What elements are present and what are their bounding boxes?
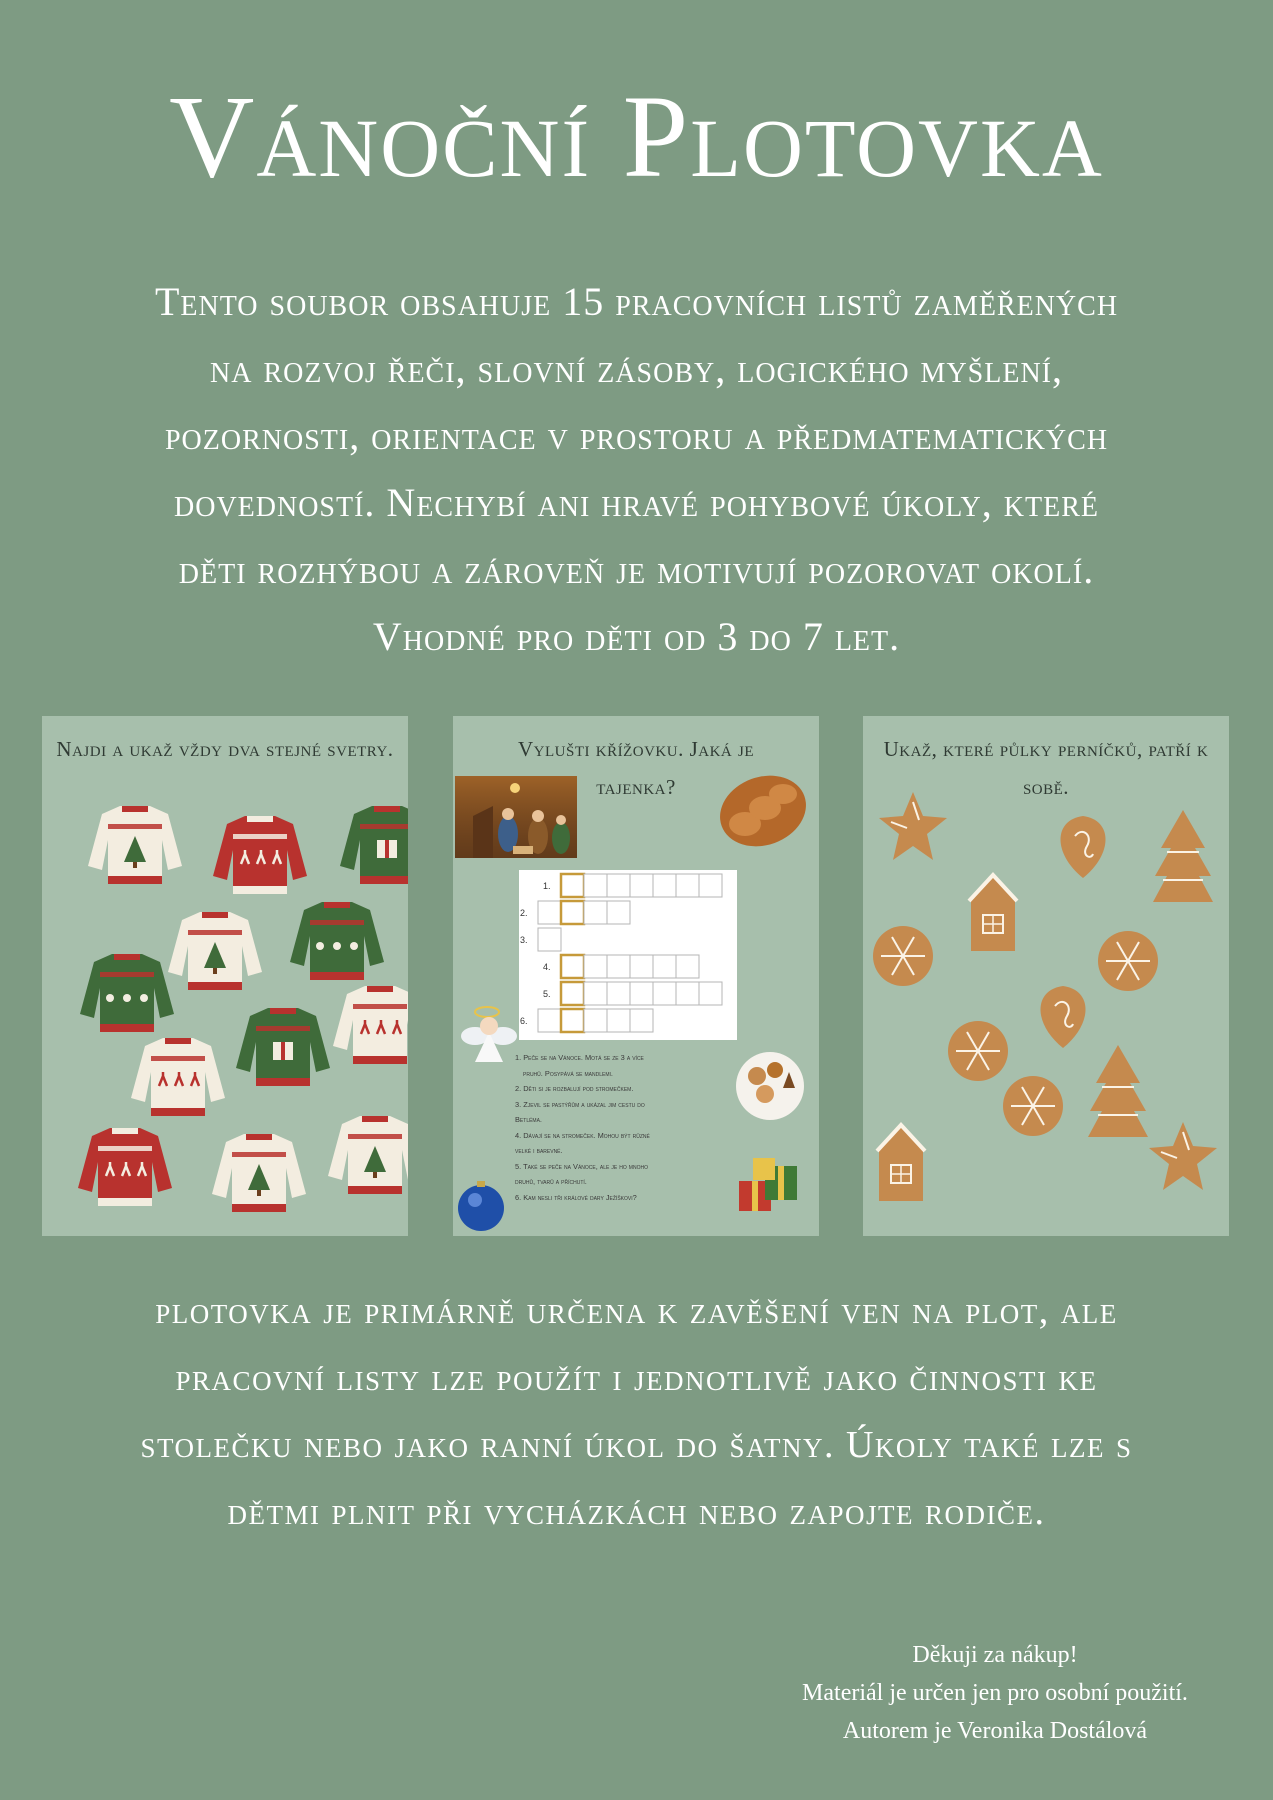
- intro-line: Vhodné pro děti od 3 do 7 let.: [372, 614, 901, 659]
- intro-line: na rozvoj řeči, slovní zásoby, logického myšlení,: [210, 346, 1063, 391]
- sweater-icon: [328, 1116, 408, 1194]
- crossword-cell: [699, 874, 722, 897]
- crossword-cell: [607, 874, 630, 897]
- thanks-text: Děkuji za nákup!: [912, 1642, 1078, 1668]
- crossword-cell: [607, 1009, 630, 1032]
- sweater-illustrations: [42, 716, 408, 1236]
- crossword-row-number: 4.: [543, 962, 551, 972]
- gingerbread-tree-icon: [1153, 810, 1213, 902]
- crossword-cell: [584, 1009, 607, 1032]
- crossword-cell: [630, 982, 653, 1005]
- clue-line: 6. Kam nesli tři králové dary Ježíškovi?: [515, 1192, 637, 1202]
- gingerbread-flake-icon: [873, 926, 933, 986]
- usage-line: pracovní listy lze použít i jednotlivě jako činnosti ke: [175, 1357, 1098, 1399]
- crossword-cell: [538, 928, 561, 951]
- clue-line: 2. Děti si je rozbalují pod stromečkem.: [515, 1084, 634, 1093]
- crossword-cell: [699, 982, 722, 1005]
- clue-line: 5. Také se peče na Vánoce, ale je ho mnoho: [515, 1161, 648, 1171]
- crossword-row-number: 3.: [520, 935, 528, 945]
- crossword-cell: [561, 901, 584, 924]
- footer-note: [740, 1636, 1250, 1750]
- crossword-cell: [676, 982, 699, 1005]
- crossword-cell: [676, 874, 699, 897]
- crossword-row-number: 2.: [520, 908, 528, 918]
- author-text: Autorem je Veronika Dostálová: [842, 1718, 1148, 1744]
- crossword-cell: [561, 955, 584, 978]
- intro-line: pozornosti, orientace v prostoru a předmatematických: [164, 413, 1109, 458]
- usage-note: Materiál je určen jen pro osobní použití.: [802, 1680, 1188, 1706]
- clue-line: druhů, tvarů a příchutí.: [515, 1177, 587, 1186]
- crossword-cell: [561, 982, 584, 1005]
- gingerbread-heart-icon: [1041, 986, 1086, 1048]
- worksheet-title: Vylušti křížovku. Jaká je tajenka?: [518, 737, 754, 799]
- crossword-cell: [584, 874, 607, 897]
- gingerbread-tree-icon: [1088, 1045, 1148, 1137]
- clue-line: 3. Zjevil se pastýřům a ukázal jim cestu do: [515, 1099, 645, 1109]
- crossword-row-number: 5.: [543, 989, 551, 999]
- crossword-cell: [584, 901, 607, 924]
- clue-line: Betléma.: [515, 1115, 542, 1124]
- worksheet-preview-gingerbread: [863, 716, 1229, 1236]
- intro-line: děti rozhýbou a zároveň je motivují pozorovat okolí.: [178, 547, 1095, 592]
- sweater-icon: [290, 902, 384, 980]
- sweater-icon: [213, 816, 307, 894]
- clue-line: velké i barevné.: [515, 1146, 563, 1155]
- cookie-plate-icon: [736, 1052, 804, 1120]
- intro-text: [60, 268, 1213, 670]
- crossword-cell: [676, 955, 699, 978]
- crossword-cell: [607, 982, 630, 1005]
- clue-line: pruhů. Posypává se mandlemi.: [523, 1068, 613, 1078]
- gingerbread-house-icon: [877, 1125, 925, 1201]
- gingerbread-flake-icon: [1098, 931, 1158, 991]
- gingerbread-flake-icon: [1003, 1076, 1063, 1136]
- gift-icon: [739, 1158, 797, 1211]
- crossword-cell: [561, 1009, 584, 1032]
- sweater-icon: [88, 806, 182, 884]
- worksheet-title: Ukaž, které půlky perníčků, patří k sobě.: [883, 737, 1209, 799]
- angel-icon: [461, 1007, 517, 1062]
- sweater-icon: [236, 1008, 330, 1086]
- sweater-icon: [80, 954, 174, 1032]
- sweater-icon: [333, 986, 408, 1064]
- usage-line: dětmi plnit při vycházkách nebo zapojte rodiče.: [227, 1491, 1046, 1533]
- crossword-row-number: 1.: [543, 881, 551, 891]
- crossword-cell: [607, 901, 630, 924]
- gingerbread-star-icon: [1149, 1122, 1217, 1190]
- crossword-cell: [653, 955, 676, 978]
- sweater-icon: [78, 1128, 172, 1206]
- usage-text: [40, 1278, 1233, 1546]
- usage-line: plotovka je primárně určena k zavěšení ven na plot, ale: [155, 1290, 1118, 1332]
- gingerbread-star-icon: [879, 792, 947, 860]
- crossword-cell: [630, 874, 653, 897]
- gingerbread-illustrations: [863, 716, 1229, 1236]
- usage-line: stolečku nebo jako ranní úkol do šatny. Úkoly také lze s: [140, 1424, 1133, 1466]
- crossword-cell: [653, 874, 676, 897]
- gingerbread-heart-icon: [1061, 816, 1106, 878]
- crossword-cell: [607, 955, 630, 978]
- crossword-cell: [630, 1009, 653, 1032]
- intro-line: Tento soubor obsahuje 15 pracovních listů zaměřených: [154, 279, 1119, 324]
- worksheet-preview-crossword: [453, 716, 819, 1236]
- worksheet-preview-sweaters: [42, 716, 408, 1236]
- worksheet-title: Najdi a ukaž vždy dva stejné svetry.: [56, 737, 394, 761]
- sweater-icon: [131, 1038, 225, 1116]
- crossword-cell: [584, 955, 607, 978]
- gingerbread-flake-icon: [948, 1021, 1008, 1081]
- intro-line: dovedností. Nechybí ani hravé pohybové úkoly, které: [174, 480, 1099, 525]
- crossword-row-number: 6.: [520, 1016, 528, 1026]
- crossword-cell: [653, 982, 676, 1005]
- crossword-cell: [538, 901, 561, 924]
- crossword-cell: [561, 874, 584, 897]
- ornament-icon: [458, 1181, 504, 1231]
- gingerbread-house-icon: [969, 875, 1017, 951]
- crossword-cell: [538, 1009, 561, 1032]
- clue-line: 4. Dávají se na stromeček. Mohou být různé: [515, 1130, 650, 1140]
- sweater-icon: [340, 806, 408, 884]
- crossword-cell: [630, 955, 653, 978]
- clue-line: 1. Peče se na Vánoce. Motá se ze 3 a více: [515, 1053, 644, 1062]
- sweater-icon: [168, 912, 262, 990]
- crossword-clues: [515, 1050, 733, 1205]
- page-title: Vánoční Plotovka: [169, 71, 1104, 202]
- crossword-cell: [584, 982, 607, 1005]
- sweater-icon: [212, 1134, 306, 1212]
